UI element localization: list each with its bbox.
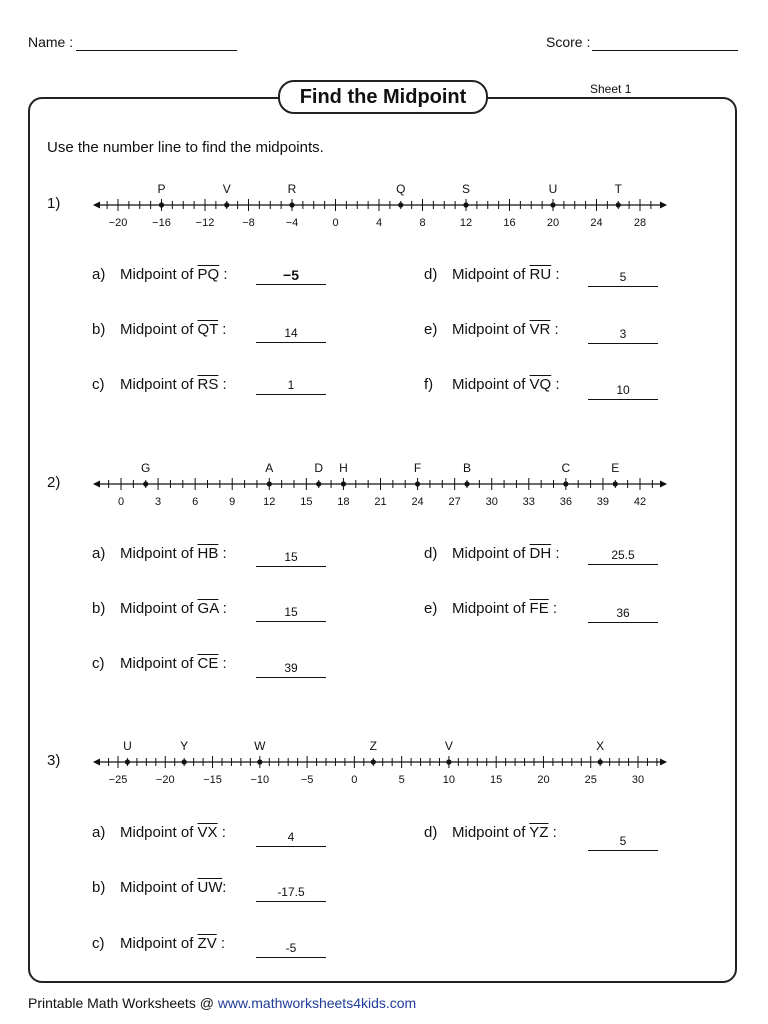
question-1a: a) Midpoint of $\overline{PQ}$ : [92,266,228,283]
answer-field[interactable]: 5 [588,832,658,851]
tick-label: 15 [490,774,503,786]
point-label: V [222,182,231,196]
point-label: U [123,739,132,753]
point-marker [446,759,451,764]
question-3a: a) Midpoint of $\overline{VX}$ : [92,824,226,841]
point-label: R [287,182,297,196]
tick-label: 27 [448,496,461,508]
tick-label: 5 [398,774,405,786]
answer-field[interactable]: 14 [256,324,326,343]
question-letter: a) [92,545,106,562]
answer-field[interactable]: 3 [588,325,658,344]
tick-label: 36 [559,496,572,508]
point-label: V [444,739,453,753]
question-prefix: Midpoint of [452,321,526,338]
answer-field[interactable]: -17.5 [256,883,326,902]
problem-number: 3) [47,752,61,769]
segment-label: $\overline{VR}$ [529,321,551,338]
tick-label: 33 [522,496,535,508]
answer-field[interactable]: -5 [256,939,326,958]
answer-field[interactable]: 15 [256,603,326,622]
question-1d: d) Midpoint of $\overline{RU}$ : [424,266,560,283]
segment-label: $\overline{VX}$ [197,824,218,841]
tick-label: 15 [300,496,313,508]
point-label: A [265,461,274,475]
tick-label: 30 [485,496,498,508]
question-letter: e) [424,600,438,617]
tick-label: 24 [411,496,424,508]
question-prefix: Midpoint of [120,655,194,672]
question-1b: b) Midpoint of $\overline{QT}$ : [92,321,227,338]
segment-label: $\overline{YZ}$ [529,824,549,841]
question-prefix: Midpoint of [120,824,194,841]
tick-label: −20 [108,217,128,229]
segment-label: $\overline{VQ}$ [529,376,552,393]
tick-label: 39 [596,496,610,508]
tick-label: −16 [152,217,171,229]
point-label: G [141,461,151,475]
footer-text: Printable Math Worksheets @ [28,995,218,1011]
segment-label: $\overline{ZV}$ [197,935,217,952]
point-label: S [461,182,471,196]
tick-label: −12 [195,217,215,229]
tick-label: 21 [374,496,387,508]
point-label: F [413,461,422,475]
footer [28,995,416,1011]
question-prefix: Midpoint of [120,376,194,393]
question-letter: a) [92,824,106,841]
question-3b: b) Midpoint of $\overline{UW}$: [92,879,227,896]
footer-link[interactable]: www.mathworksheets4kids.com [217,995,417,1011]
question-prefix: Midpoint of [120,600,194,617]
tick-label: 20 [537,774,550,786]
tick-label: 20 [546,217,560,229]
tick-label: 0 [117,496,125,508]
tick-label: −8 [242,217,255,229]
question-1c: c) Midpoint of $\overline{RS}$ : [92,376,227,393]
score-label: Score : [546,34,591,50]
tick-label: 18 [337,496,350,508]
question-prefix: Midpoint of [452,545,526,562]
tick-label: 30 [631,774,645,786]
arrow-right-icon [660,759,667,766]
tick-label: 9 [229,496,236,508]
question-letter: b) [92,321,106,338]
tick-label: 16 [503,217,516,229]
tick-label: 12 [263,496,276,508]
point-label: H [339,461,348,475]
segment-label: $\overline{DH}$ [529,545,552,562]
point-label: C [561,461,571,475]
tick-label: 0 [351,774,358,786]
question-prefix: Midpoint of [452,600,526,617]
tick-label: −20 [155,774,175,786]
point-label: E [611,461,620,475]
tick-label: 10 [442,774,456,786]
tick-label: 25 [584,774,597,786]
point-marker [125,759,130,764]
point-marker [371,759,376,764]
question-letter: c) [92,655,105,672]
question-letter: d) [424,824,438,841]
question-1e: e) Midpoint of $\overline{VR}$ : [424,321,559,338]
point-marker [598,759,603,764]
tick-label: 6 [192,496,199,508]
question-3d: d) Midpoint of $\overline{YZ}$ : [424,824,557,841]
answer-field[interactable]: 4 [256,828,326,847]
tick-label: −4 [285,217,299,229]
answer-field[interactable]: 25.5 [588,546,658,565]
question-prefix: Midpoint of [120,266,194,283]
question-2d: d) Midpoint of $\overline{DH}$ : [424,545,560,562]
tick-label: 12 [459,217,473,229]
point-marker [257,759,262,764]
segment-label: $\overline{RS}$ [197,376,219,393]
question-letter: a) [92,266,106,283]
question-letter: f) [424,376,434,393]
arrow-left-icon [93,759,100,766]
segment-label: $\overline{FE}$ [529,600,549,617]
segment-label: $\overline{PQ}$ [197,266,220,283]
tick-label: 24 [590,217,603,229]
answer-field[interactable]: −5 [256,266,326,285]
answer-field[interactable]: 1 [256,376,326,395]
question-3c: c) Midpoint of $\overline{ZV}$ : [92,935,226,952]
tick-label: −10 [250,774,270,786]
question-letter: c) [92,935,105,952]
worksheet-title: Find the Midpoint [278,80,488,114]
segment-label: $\overline{CE}$ [197,655,219,672]
question-letter: d) [424,545,438,562]
tick-label: 28 [633,217,647,229]
point-marker [182,759,187,764]
tick-label: 42 [633,496,647,508]
point-label: Y [180,739,189,753]
question-prefix: Midpoint of [452,266,526,283]
question-letter: e) [424,321,438,338]
problem-number: 1) [47,195,61,212]
segment-label: $\overline{UW}$ [197,879,223,896]
segment-label: $\overline{GA}$ [197,600,219,617]
point-label: X [596,739,605,753]
answer-field[interactable]: 39 [256,659,326,678]
problem-number: 2) [47,474,61,491]
question-2c: c) Midpoint of $\overline{CE}$ : [92,655,227,672]
point-label: Q [396,182,406,196]
tick-label: −25 [108,774,128,786]
name-label: Name : [28,34,74,50]
tick-label: 3 [155,496,162,508]
question-letter: b) [92,879,106,896]
question-prefix: Midpoint of [452,824,526,841]
question-letter: c) [92,376,105,393]
question-letter: d) [424,266,438,283]
tick-label: 8 [419,217,426,229]
question-prefix: Midpoint of [120,545,194,562]
tick-label: −15 [203,774,222,786]
question-prefix: Midpoint of [120,935,194,952]
question-2e: e) Midpoint of $\overline{FE}$ : [424,600,558,617]
question-prefix: Midpoint of [120,321,194,338]
point-label: T [614,182,622,196]
answer-field[interactable]: 15 [256,548,326,567]
sheet-label: Sheet 1 [590,82,632,96]
answer-field[interactable]: 36 [588,604,658,623]
point-label: B [462,461,472,475]
instructions: Use the number line to find the midpoints. [47,139,324,156]
tick-label: 0 [332,217,339,229]
point-label: P [157,182,166,196]
point-label: U [548,182,558,196]
question-prefix: Midpoint of [452,376,526,393]
segment-label: $\overline{HB}$ [197,545,219,562]
point-label: Z [369,739,377,753]
point-label: W [254,739,266,753]
tick-label: 4 [375,217,383,229]
answer-field[interactable]: 10 [588,381,658,400]
point-label: D [314,461,324,475]
question-prefix: Midpoint of [120,879,194,896]
question-2a: a) Midpoint of $\overline{HB}$ : [92,545,227,562]
segment-label: $\overline{RU}$ [529,266,552,283]
question-1f: f) Midpoint of $\overline{VQ}$ : [424,376,560,393]
question-letter: b) [92,600,106,617]
segment-label: $\overline{QT}$ [197,321,219,338]
answer-field[interactable]: 5 [588,268,658,287]
question-2b: b) Midpoint of $\overline{GA}$ : [92,600,227,617]
tick-label: −5 [300,774,314,786]
